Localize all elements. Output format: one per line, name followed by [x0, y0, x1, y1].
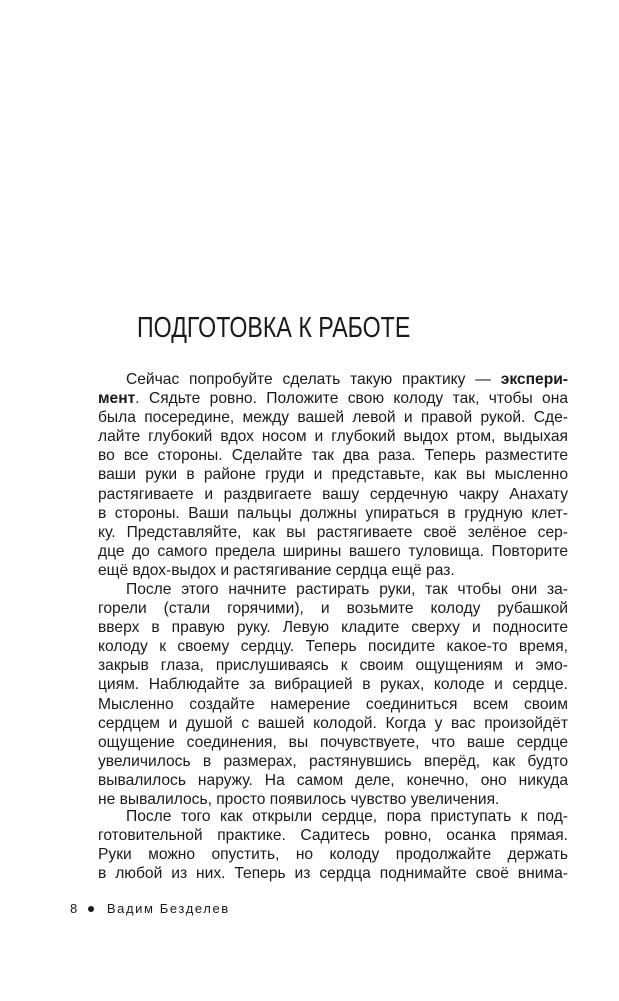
paragraph-line: дце до самого предела ширины вашего туловища. Повторите	[98, 542, 568, 560]
author-name: Вадим Безделев	[106, 901, 230, 916]
paragraph-line: После того как открыли сердце, пора приступать к под-	[126, 808, 568, 825]
paragraph-1	[98, 370, 568, 580]
paragraph-line: колоду к своему сердцу. Теперь посидите какое-то время,	[98, 638, 568, 656]
paragraph-line: Руки можно опустить, но колоду продолжайте держать	[98, 846, 568, 864]
paragraph-line: Сейчас попробуйте сделать такую практику — экспери-	[126, 371, 568, 388]
paragraph-line: в любой из них. Теперь из сердца поднимайте своё внима-	[98, 865, 568, 883]
emphasis-word: мент	[98, 390, 136, 408]
paragraph-line: циям. Наблюдайте за вибрацией в руках, колоде и сердце.	[98, 676, 568, 694]
paragraph-2	[98, 580, 568, 809]
emphasis-word: экспери-	[500, 371, 568, 388]
page-number: 8	[70, 901, 79, 916]
paragraph-line: сердцем и душой с вашей колодой. Когда у вас произойдёт	[98, 714, 568, 732]
bullet-separator-icon	[88, 906, 94, 912]
section-heading: ПОДГОТОВКА К РАБОТЕ	[137, 312, 411, 344]
paragraph-line: растягиваете и раздвигаете вашу сердечную чакру Анахату	[98, 485, 568, 503]
paragraph-line: горели (стали горячими), и возьмите колоду рубашкой	[98, 600, 568, 618]
paragraph-line: ку. Представляйте, как вы растягиваете своё зелёное сер-	[98, 523, 568, 541]
paragraph-line: в стороны. Ваши пальцы должны упираться в грудную клет-	[98, 504, 568, 522]
paragraph-line: готовительной практике. Садитесь ровно, осанка прямая.	[98, 827, 568, 845]
paragraph-line: После этого начните растирать руки, так чтобы они за-	[126, 581, 568, 598]
paragraph-line: лайте глубокий вдох носом и глубокий выдох ртом, выдыхая	[98, 428, 568, 446]
paragraph-line: не вывалилось, просто появилось чувство увеличения.	[98, 791, 500, 809]
paragraph-line: вверх в правую руку. Левую кладите сверху и подносите	[98, 619, 568, 637]
paragraph-line: увеличилось в размерах, растянувшись вперёд, как будто	[98, 752, 568, 770]
paragraph-line: ваши руки в районе груди и представьте, как вы мысленно	[98, 466, 568, 484]
paragraph-3	[98, 807, 568, 883]
paragraph-line: мент. Сядьте ровно. Положите свою колоду так, чтобы она	[98, 390, 568, 408]
paragraph-line: во все стороны. Сделайте так два раза. Теперь разместите	[98, 447, 568, 465]
paragraph-line: Мысленно создайте намерение соединиться всем своим	[98, 695, 568, 713]
paragraph-line: закрыв глаза, прислушиваясь к своим ощущениям и эмо-	[98, 657, 568, 675]
paragraph-line: ощущение соединения, вы почувствуете, что ваше сердце	[98, 733, 568, 751]
paragraph-line: была посередине, между вашей левой и правой рукой. Сде-	[98, 409, 568, 427]
page-footer	[70, 901, 230, 916]
paragraph-line: вывалилось наружу. На самом деле, конечно, оно никуда	[98, 771, 568, 789]
paragraph-line: ещё вдох-выдох и растягивание сердца ещё раз.	[98, 561, 455, 579]
